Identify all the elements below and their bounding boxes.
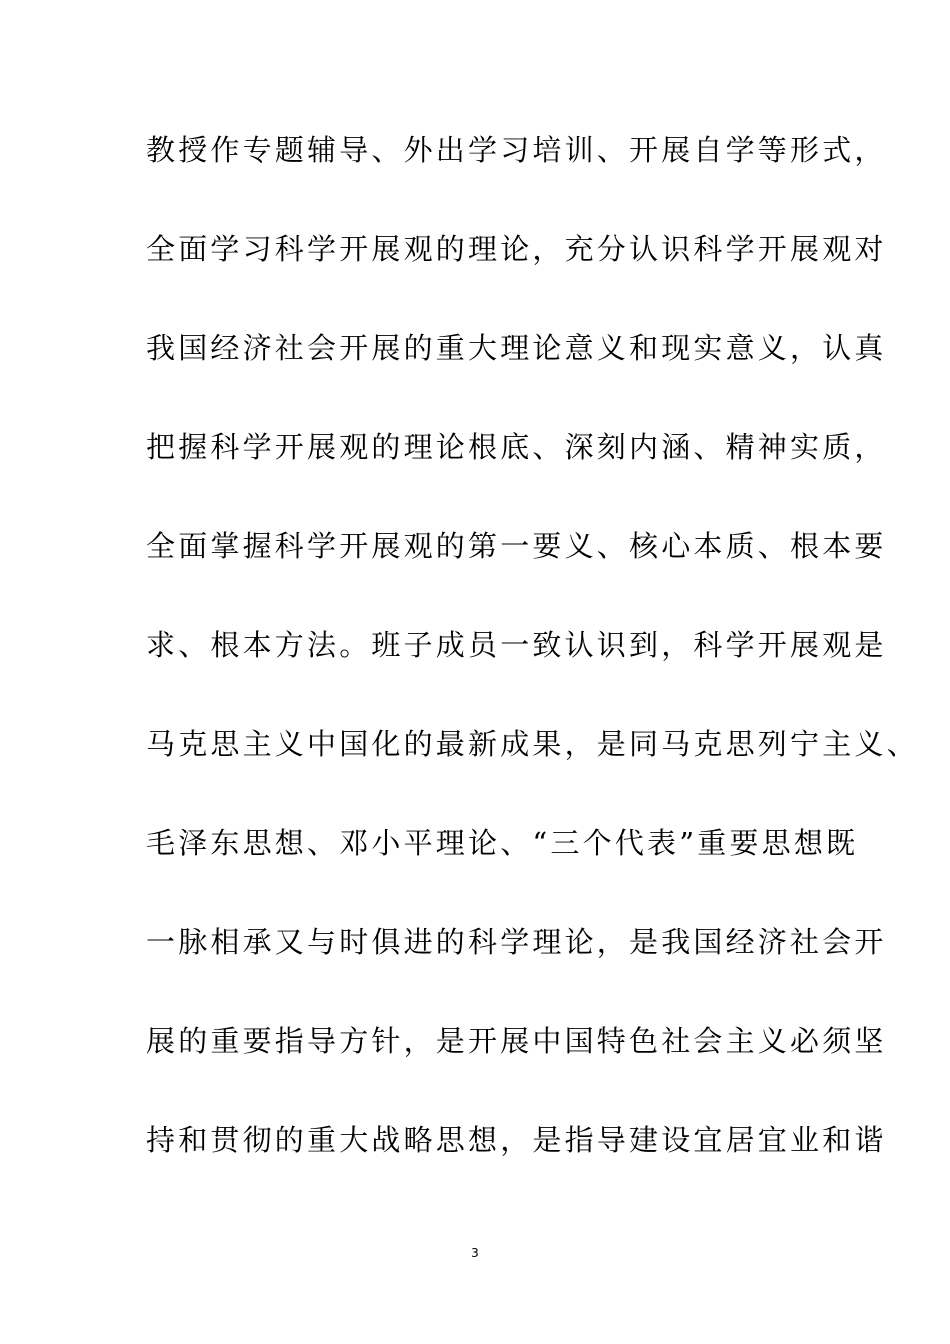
text-line: 毛泽东思想、邓小平理论、“三个代表”重要思想既 (146, 826, 859, 860)
text-line: 全面掌握科学开展观的第一要义、核心本质、根本要 (146, 529, 887, 563)
text-line: 展的重要指导方针，是开展中国特色社会主义必须坚 (146, 1024, 887, 1058)
text-line: 一脉相承又与时俱进的科学理论，是我国经济社会开 (146, 925, 887, 959)
text-line: 我国经济社会开展的重大理论意义和现实意义，认真 (146, 331, 887, 365)
page-number: 3 (471, 1246, 479, 1260)
text-line: 全面学习科学开展观的理论，充分认识科学开展观对 (146, 232, 887, 266)
body-text (146, 126, 919, 1215)
text-line: 持和贯彻的重大战略思想，是指导建设宜居宜业和谐 (146, 1123, 887, 1157)
text-line: 马克思主义中国化的最新成果，是同马克思列宁主义、 (146, 727, 919, 761)
text-line: 求、根本方法。班子成员一致认识到，科学开展观是 (146, 628, 887, 662)
text-line: 把握科学开展观的理论根底、深刻内涵、精神实质， (146, 430, 887, 464)
text-line: 教授作专题辅导、外出学习培训、开展自学等形式， (146, 133, 887, 167)
